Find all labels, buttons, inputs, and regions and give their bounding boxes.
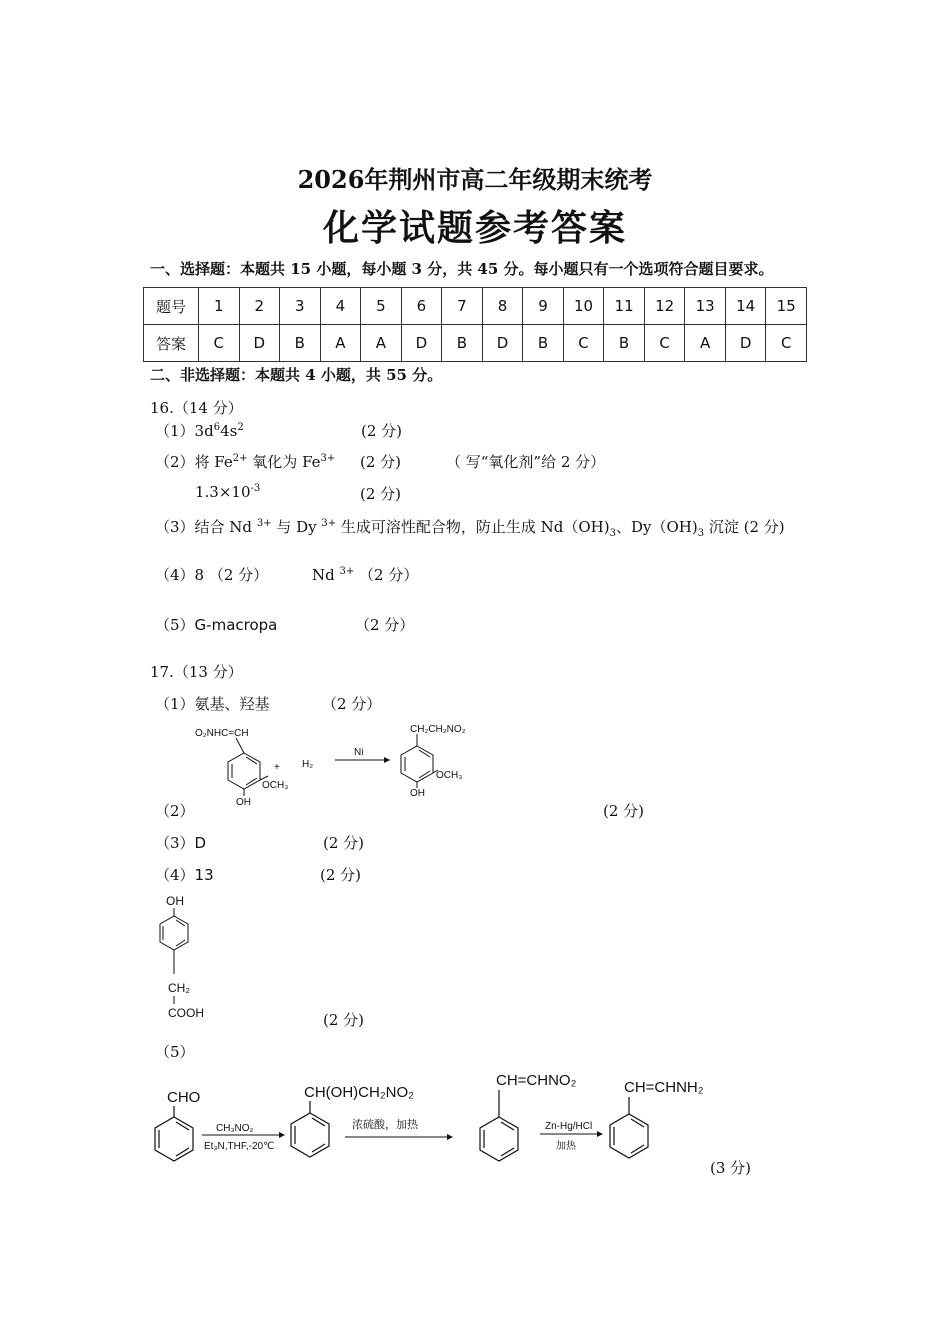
q16-part4-b: Nd $^{3+}$ （2 分） [312, 566, 419, 584]
answer-cell: B [523, 325, 564, 362]
row-label-answer: 答案 [144, 325, 199, 362]
question-number-cell: 7 [442, 288, 483, 325]
row-label-number: 题号 [144, 288, 199, 325]
q17-part4: （4）13 [155, 866, 214, 884]
exam-title: 2026年荆州市高二年级期末统考 [297, 165, 653, 194]
question-number-cell: 11 [604, 288, 645, 325]
section1-heading: 一、选择题：本题共 15 小题，每小题 3 分，共 45 分。每小题只有一个选项符合题目要求。 [150, 260, 774, 278]
answer-cell: C [199, 325, 240, 362]
answer-cell: D [401, 325, 442, 362]
answer-table [143, 287, 807, 362]
struct-oh: OH [166, 894, 184, 908]
product-group: CH₂CH₂NO₂ [410, 724, 466, 735]
question-number-cell: 3 [280, 288, 321, 325]
answer-cell: D [725, 325, 766, 362]
answer-cell: D [482, 325, 523, 362]
q17-5-synthesis-scheme [140, 1065, 750, 1170]
q16-part5: （5）G-macropa [155, 616, 278, 634]
question-number-cell: 1 [199, 288, 240, 325]
section2-heading: 二、非选择题：本题共 4 小题，共 55 分。 [150, 366, 443, 384]
answer-row [144, 325, 807, 362]
answer-cell: D [239, 325, 280, 362]
question-number-cell: 2 [239, 288, 280, 325]
struct-cooh: COOH [168, 1006, 204, 1020]
reactant-group: O₂NHC=CH [195, 728, 249, 739]
answer-cell: B [604, 325, 645, 362]
answer-cell: B [280, 325, 321, 362]
answer-cell: A [320, 325, 361, 362]
step1-reagent: CH₃NO₂ [216, 1123, 254, 1134]
benzene-ring [610, 1114, 648, 1158]
question-number-cell: 12 [644, 288, 685, 325]
q17-p4-struct-score: (2 分) [323, 1011, 365, 1029]
benzene-ring [480, 1117, 518, 1161]
reagent-h2: H₂ [302, 759, 314, 770]
answer-cell: A [361, 325, 402, 362]
q17-p5-score: (3 分) [710, 1159, 752, 1177]
q16-part3: （3）结合 Nd $^{3+}$ 与 Dy $^{3+}$ 生成可溶性配合物，防止生成 $Nd(OH)_3$、$Dy(OH)_3$ 沉淀 (2 分) [155, 518, 785, 539]
q17-title: 17.（13 分） [150, 663, 243, 681]
answer-cell: C [563, 325, 604, 362]
question-number-cell: 4 [320, 288, 361, 325]
product-och3: OCH₃ [436, 770, 463, 781]
q16-p1-score: (2 分) [361, 422, 403, 440]
answer-key-title: 化学试题参考答案 [322, 207, 627, 249]
question-number-cell: 13 [685, 288, 726, 325]
answer-cell: C [766, 325, 807, 362]
q17-p3-score: (2 分) [323, 834, 365, 852]
question-number-cell: 9 [523, 288, 564, 325]
product-oh: OH [410, 788, 425, 799]
q16-part4-a: （4）8 （2 分） [155, 566, 269, 584]
q17-part5-label: （5） [155, 1043, 195, 1061]
q17-4-structure [145, 890, 235, 1025]
catalyst-ni: Ni [354, 747, 364, 758]
q17-p1-score: （2 分） [322, 695, 382, 713]
question-number-row [144, 288, 807, 325]
benzene-ring [228, 753, 260, 789]
q16-p2-note: （ 写“氧化剂”给 2 分） [446, 453, 606, 471]
reactant-oh: OH [236, 797, 251, 808]
intermediate1-group: CH(OH)CH₂NO₂ [304, 1084, 414, 1101]
q16-p1-config: $3d^64s^2$ [194, 422, 244, 440]
q16-part2b: $1.3\times 10^{-3}$ [195, 483, 261, 501]
reactant-och3: OCH₃ [262, 780, 289, 791]
benzene-ring [291, 1113, 329, 1157]
q16-p1-label: （1） [155, 422, 195, 440]
answer-cell: B [442, 325, 483, 362]
step3-reagent: Zn-Hg/HCl [545, 1121, 593, 1132]
question-number-cell: 5 [361, 288, 402, 325]
question-number-cell: 15 [766, 288, 807, 325]
question-number-cell: 10 [563, 288, 604, 325]
struct-ch2: CH₂ [168, 981, 190, 995]
q16-title: 16.（14 分） [150, 399, 243, 417]
benzene-ring [155, 1117, 193, 1161]
q16-part2: （2）将 $Fe^{2+}$ 氧化为 $Fe^{3+}$ [155, 453, 336, 471]
q16-part1 [155, 420, 244, 441]
q17-part3: （3）D [155, 834, 207, 852]
plus-sign: + [274, 762, 280, 773]
answer-cell: A [685, 325, 726, 362]
step1-conditions: Et₃N,THF,-20℃ [204, 1141, 275, 1152]
intermediate2-group: CH=CHNO₂ [496, 1072, 577, 1089]
q17-p2-score: (2 分) [603, 802, 645, 820]
question-number-cell: 14 [725, 288, 766, 325]
q17-part2-label: （2） [155, 802, 195, 820]
start-cho: CHO [167, 1089, 201, 1106]
q16-p5-score: （2 分） [355, 616, 415, 634]
benzene-ring [401, 746, 433, 782]
benzene-ring [160, 916, 188, 950]
q17-p4-score: (2 分) [320, 866, 362, 884]
q17-part1: （1）氨基、羟基 [155, 695, 270, 713]
q16-p2-score: (2 分) [360, 453, 402, 471]
question-number-cell: 8 [482, 288, 523, 325]
q17-2-reaction-scheme [180, 718, 500, 813]
step2-conditions: 浓硫酸，加热 [352, 1119, 418, 1131]
question-number-cell: 6 [401, 288, 442, 325]
step3-conditions: 加热 [556, 1141, 576, 1152]
final-group: CH=CHNH₂ [624, 1079, 704, 1096]
q16-p2b-score: (2 分) [360, 485, 402, 503]
answer-cell: C [644, 325, 685, 362]
